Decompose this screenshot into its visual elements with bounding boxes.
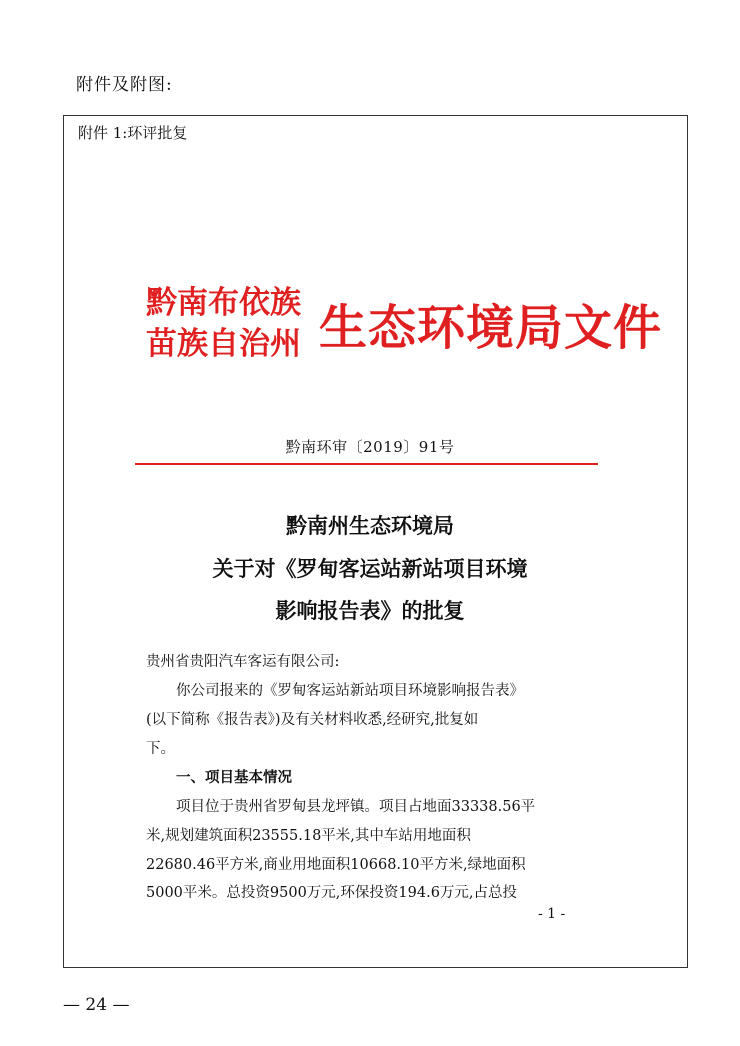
paragraph-1-line-1: 你公司报来的《罗甸客运站新站项目环境影响报告表》 xyxy=(176,683,524,699)
issuer-name-big: 生态环境局文件 xyxy=(319,300,663,356)
paragraph-1-line-2: (以下简称《报告表》)及有关材料收悉,经研究,批复如 xyxy=(146,712,479,728)
title-line-1: 黔南州生态环境局 xyxy=(286,514,454,538)
issuer-line-1: 黔南布依族 xyxy=(146,285,301,321)
title-line-3: 影响报告表》的批复 xyxy=(275,599,465,623)
paragraph-1-line-3: 下。 xyxy=(146,741,175,757)
addressee: 贵州省贵阳汽车客运有限公司: xyxy=(146,654,340,670)
paragraph-2-line-4: 5000平米。总投资9500万元,环保投资194.6万元,占总投 xyxy=(146,885,518,901)
section-1-heading: 一、项目基本情况 xyxy=(176,770,292,786)
inner-page-number: - 1 - xyxy=(538,906,566,922)
title-line-2: 关于对《罗甸客运站新站项目环境 xyxy=(212,557,528,581)
outer-page-number: — 24 — xyxy=(63,995,130,1015)
paragraph-2-line-2: 米,规划建筑面积23555.18平米,其中车站用地面积 xyxy=(146,828,471,844)
paragraph-2-line-3: 22680.46平方米,商业用地面积10668.10平方米,绿地面积 xyxy=(146,857,526,873)
attachment-label: 附件 1:环评批复 xyxy=(78,124,188,142)
paragraph-2-line-1: 项目位于贵州省罗甸县龙坪镇。项目占地面33338.56平 xyxy=(176,799,536,815)
issuer-line-2: 苗族自治州 xyxy=(146,326,301,362)
document-number: 黔南环审〔2019〕91号 xyxy=(285,438,455,456)
attachments-heading: 附件及附图: xyxy=(76,75,173,95)
issuer-name-small xyxy=(146,283,316,365)
red-divider xyxy=(135,463,598,465)
